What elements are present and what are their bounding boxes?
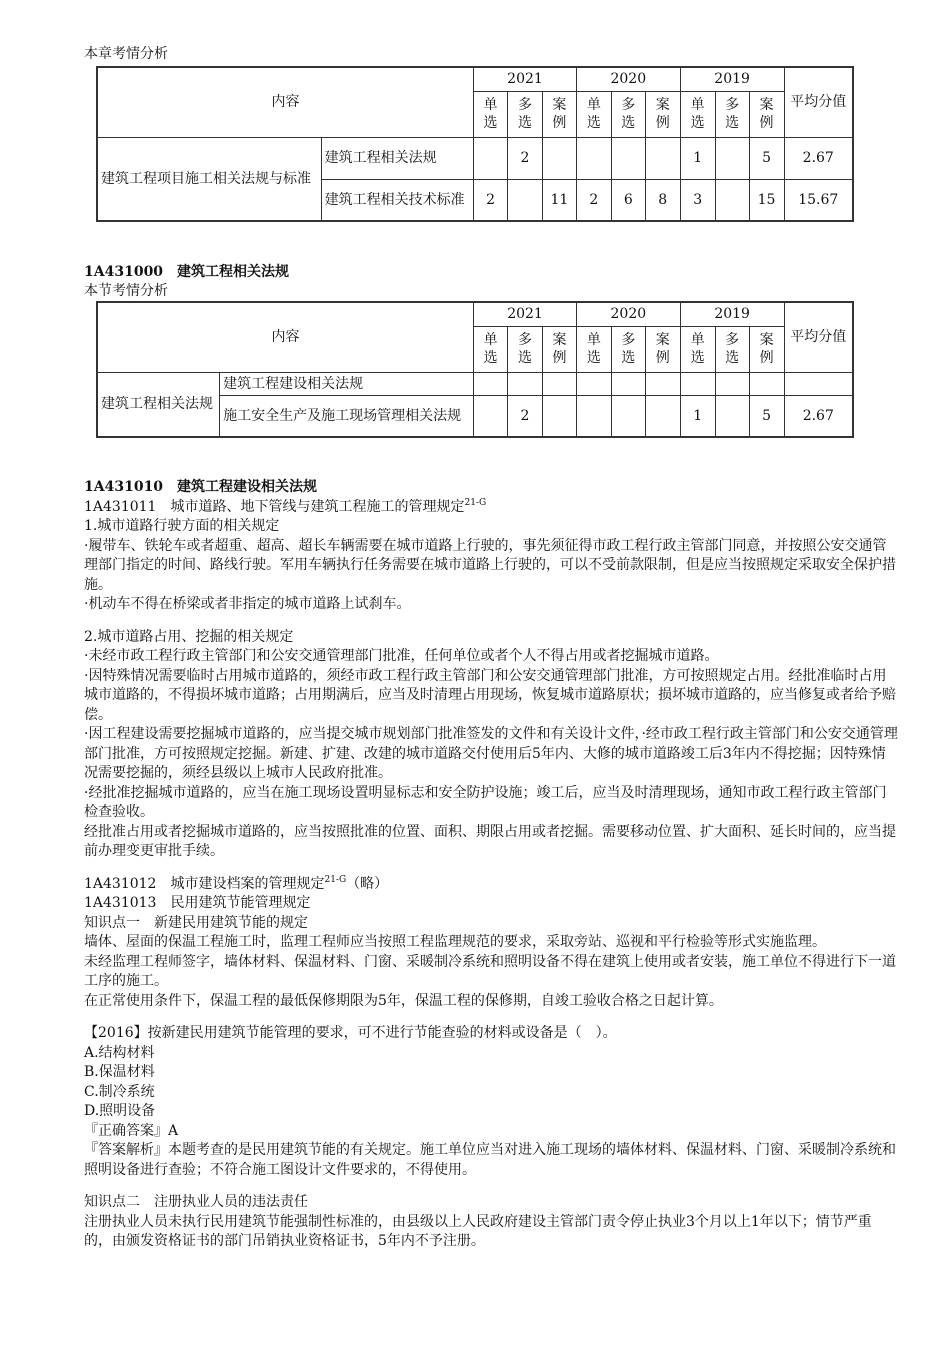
year-header: 2021 bbox=[474, 67, 577, 91]
paragraph-title: 2.城市道路占用、挖掘的相关规定 bbox=[84, 628, 294, 645]
paragraph: ·因工程建设需要挖掘城市道路的，应当提交城市规划部门批准签发的文件和有关设计文件，·经市政工程行政主管部门和公安交通管理部门批准，方可按照规定挖掘。新建、扩建、改建的城市道路交付使用后5年内、大修的城市道路竣工后3年内不得挖掘；因特殊情况需要挖掘的，须经县级以上城市人民政府批准。 bbox=[84, 726, 898, 781]
value-cell bbox=[474, 137, 508, 179]
article-heading: 1A431012 城市建设档案的管理规定$^{21-G}$（略） bbox=[84, 874, 389, 892]
knowledge-point: 知识点二 注册执业人员的违法责任 bbox=[84, 1194, 308, 1210]
sub-header: 单选 bbox=[680, 326, 715, 372]
value-cell: 5 bbox=[749, 395, 784, 437]
group-cell: 建筑工程项目施工相关法规与标准 bbox=[97, 137, 321, 221]
average-cell: 15.67 bbox=[784, 179, 853, 221]
option: B.保温材料 bbox=[84, 1064, 155, 1080]
sub-header: 单选 bbox=[474, 326, 508, 372]
average-header: 平均分值 bbox=[784, 302, 853, 372]
value-cell bbox=[474, 395, 508, 437]
paragraph: 注册执业人员未执行民用建筑节能强制性标准的，由县级以上人民政府建设主管部门责令停止执业3个月以上1年以下；情节严重的，由颁发资格证书的部门吊销执业资格证书，5年内不予注册。 bbox=[84, 1213, 872, 1249]
value-cell bbox=[645, 395, 680, 437]
article-heading: 1A431013 民用建筑节能管理规定 bbox=[84, 895, 311, 911]
year-header: 2021 bbox=[474, 302, 577, 326]
paragraph: ·履带车、铁轮车或者超重、超高、超长车辆需要在城市道路上行驶的，事先须征得市政工程行政主管部门同意，并按照公安交通管理部门指定的时间、路线行驶。军用车辆执行任务需要在城市道路上行驶的，可以不受前款限制，但是应当按照规定采取安全保护措施。 bbox=[84, 537, 896, 593]
average-cell: 2.67 bbox=[784, 395, 853, 437]
year-header: 2020 bbox=[576, 302, 680, 326]
paragraph: ·未经市政工程行政主管部门和公安交通管理部门批准，任何单位或者个人不得占用或者挖掘城市道路。 bbox=[84, 648, 719, 664]
content-header: 内容 bbox=[97, 302, 474, 372]
paragraph: 在正常使用条件下，保温工程的最低保修期限为5年，保温工程的保修期，自竣工验收合格之日起计算。 bbox=[84, 992, 723, 1009]
value-cell: 2 bbox=[474, 179, 508, 221]
explanation: 『答案解析』本题考查的是民用建筑节能的有关规定。施工单位应当对进入施工现场的墙体材料、保温材料、门窗、采暖制冷系统和照明设备进行查验；不符合施工图设计文件要求的，不得使用。 bbox=[84, 1142, 896, 1178]
sub-header: 多选 bbox=[508, 326, 543, 372]
value-cell: 1 bbox=[680, 137, 715, 179]
paragraph: ·因特殊情况需要临时占用城市道路的，须经市政工程行政主管部门和公安交通管理部门批准，方可按照规定占用。经批准临时占用城市道路的，不得损坏城市道路；占用期满后，应当及时清理占用现场，恢复城市道路原状；损坏城市道路的，应当修复或者给予赔偿。 bbox=[84, 667, 896, 723]
value-cell bbox=[715, 395, 749, 437]
value-cell bbox=[542, 372, 576, 395]
sub-header: 案例 bbox=[645, 91, 680, 137]
sub-header: 案例 bbox=[749, 326, 784, 372]
average-cell: 2.67 bbox=[784, 137, 853, 179]
value-cell: 5 bbox=[749, 137, 784, 179]
sub-header: 案例 bbox=[749, 91, 784, 137]
option: C.制冷系统 bbox=[84, 1083, 155, 1100]
row-name: 建筑工程相关法规 bbox=[321, 137, 473, 179]
value-cell bbox=[508, 179, 543, 221]
knowledge-point: 知识点一 新建民用建筑节能的规定 bbox=[84, 914, 308, 931]
value-cell bbox=[611, 395, 645, 437]
value-cell: 2 bbox=[576, 179, 611, 221]
sub-header: 案例 bbox=[542, 91, 576, 137]
value-cell bbox=[576, 372, 611, 395]
sub-header: 多选 bbox=[611, 326, 645, 372]
row-name: 建筑工程相关技术标准 bbox=[321, 179, 473, 221]
value-cell bbox=[715, 372, 749, 395]
value-cell: 8 bbox=[645, 179, 680, 221]
section-stat-table bbox=[96, 301, 854, 438]
tag-superscript: 21-G bbox=[464, 497, 487, 508]
value-cell: 2 bbox=[508, 137, 543, 179]
sub-header: 多选 bbox=[611, 91, 645, 137]
paragraph: ·机动车不得在桥梁或者非指定的城市道路上试刹车。 bbox=[84, 596, 411, 612]
year-header: 2019 bbox=[680, 302, 784, 326]
value-cell bbox=[542, 137, 576, 179]
sub-header: 案例 bbox=[645, 326, 680, 372]
row-name: 建筑工程建设相关法规 bbox=[220, 372, 474, 395]
chapter-stat-table bbox=[96, 66, 854, 222]
sub-header: 多选 bbox=[508, 91, 543, 137]
value-cell bbox=[508, 372, 543, 395]
tag-superscript: 21-G bbox=[324, 874, 347, 885]
paragraph: 未经监理工程师签字，墙体材料、保温材料、门窗、采暖制冷系统和照明设备不得在建筑上使用或者安装，施工单位不得进行下一道工序的施工。 bbox=[84, 953, 896, 989]
year-header: 2019 bbox=[680, 67, 784, 91]
table-row bbox=[97, 137, 853, 179]
content-header: 内容 bbox=[97, 67, 474, 137]
sub-header: 单选 bbox=[680, 91, 715, 137]
average-cell bbox=[784, 372, 853, 395]
value-cell: 6 bbox=[611, 179, 645, 221]
value-cell bbox=[749, 372, 784, 395]
value-cell bbox=[611, 137, 645, 179]
sub-header: 多选 bbox=[715, 326, 749, 372]
paragraph: ·经批准挖掘城市道路的，应当在施工现场设置明显标志和安全防护设施；竣工后，应当及时清理现场，通知市政工程行政主管部门检查验收。 bbox=[84, 784, 887, 820]
average-header: 平均分值 bbox=[784, 67, 853, 137]
value-cell bbox=[715, 137, 749, 179]
option: D.照明设备 bbox=[84, 1103, 156, 1119]
value-cell bbox=[611, 372, 645, 395]
value-cell: 2 bbox=[508, 395, 543, 437]
paragraph: 墙体、屋面的保温工程施工时，监理工程师应当按照工程监理规范的要求，采取旁站、巡视和平行检验等形式实施监理。 bbox=[84, 934, 826, 950]
option: A.结构材料 bbox=[84, 1044, 155, 1061]
paragraph-title: 1.城市道路行驶方面的相关规定 bbox=[84, 518, 280, 534]
value-cell bbox=[576, 395, 611, 437]
sub-header: 单选 bbox=[474, 91, 508, 137]
sub-header: 单选 bbox=[576, 326, 611, 372]
value-cell bbox=[680, 372, 715, 395]
sub-header: 多选 bbox=[715, 91, 749, 137]
value-cell: 11 bbox=[542, 179, 576, 221]
value-cell bbox=[576, 137, 611, 179]
value-cell bbox=[645, 137, 680, 179]
sub-header: 单选 bbox=[576, 91, 611, 137]
value-cell bbox=[645, 372, 680, 395]
value-cell bbox=[715, 179, 749, 221]
subsection-heading: 1A431010 建筑工程建设相关法规 bbox=[84, 479, 318, 495]
value-cell: 1 bbox=[680, 395, 715, 437]
row-name: 施工安全生产及施工现场管理相关法规 bbox=[220, 395, 474, 437]
value-cell: 3 bbox=[680, 179, 715, 221]
year-header: 2020 bbox=[576, 67, 680, 91]
answer: 『正确答案』A bbox=[84, 1122, 179, 1139]
section-heading: 1A431000 建筑工程相关法规 bbox=[84, 264, 290, 280]
group-cell: 建筑工程相关法规 bbox=[97, 372, 220, 437]
chapter-analysis-label: 本章考情分析 bbox=[84, 46, 168, 62]
paragraph: 经批准占用或者挖掘城市道路的，应当按照批准的位置、面积、期限占用或者挖掘。需要移动位置、扩大面积、延长时间的，应当提前办理变更审批手续。 bbox=[84, 823, 896, 859]
article-heading: 1A431011 城市道路、地下管线与建筑工程施工的管理规定$^{21-G}$ bbox=[84, 497, 487, 515]
question: 【2016】按新建民用建筑节能管理的要求，可不进行节能查验的材料或设备是（ ）。 bbox=[84, 1025, 617, 1041]
value-cell bbox=[542, 395, 576, 437]
value-cell: 15 bbox=[749, 179, 784, 221]
section-analysis-label: 本节考情分析 bbox=[84, 283, 168, 299]
value-cell bbox=[474, 372, 508, 395]
body-text bbox=[84, 478, 898, 1252]
sub-header: 案例 bbox=[542, 326, 576, 372]
table-row bbox=[97, 372, 853, 395]
